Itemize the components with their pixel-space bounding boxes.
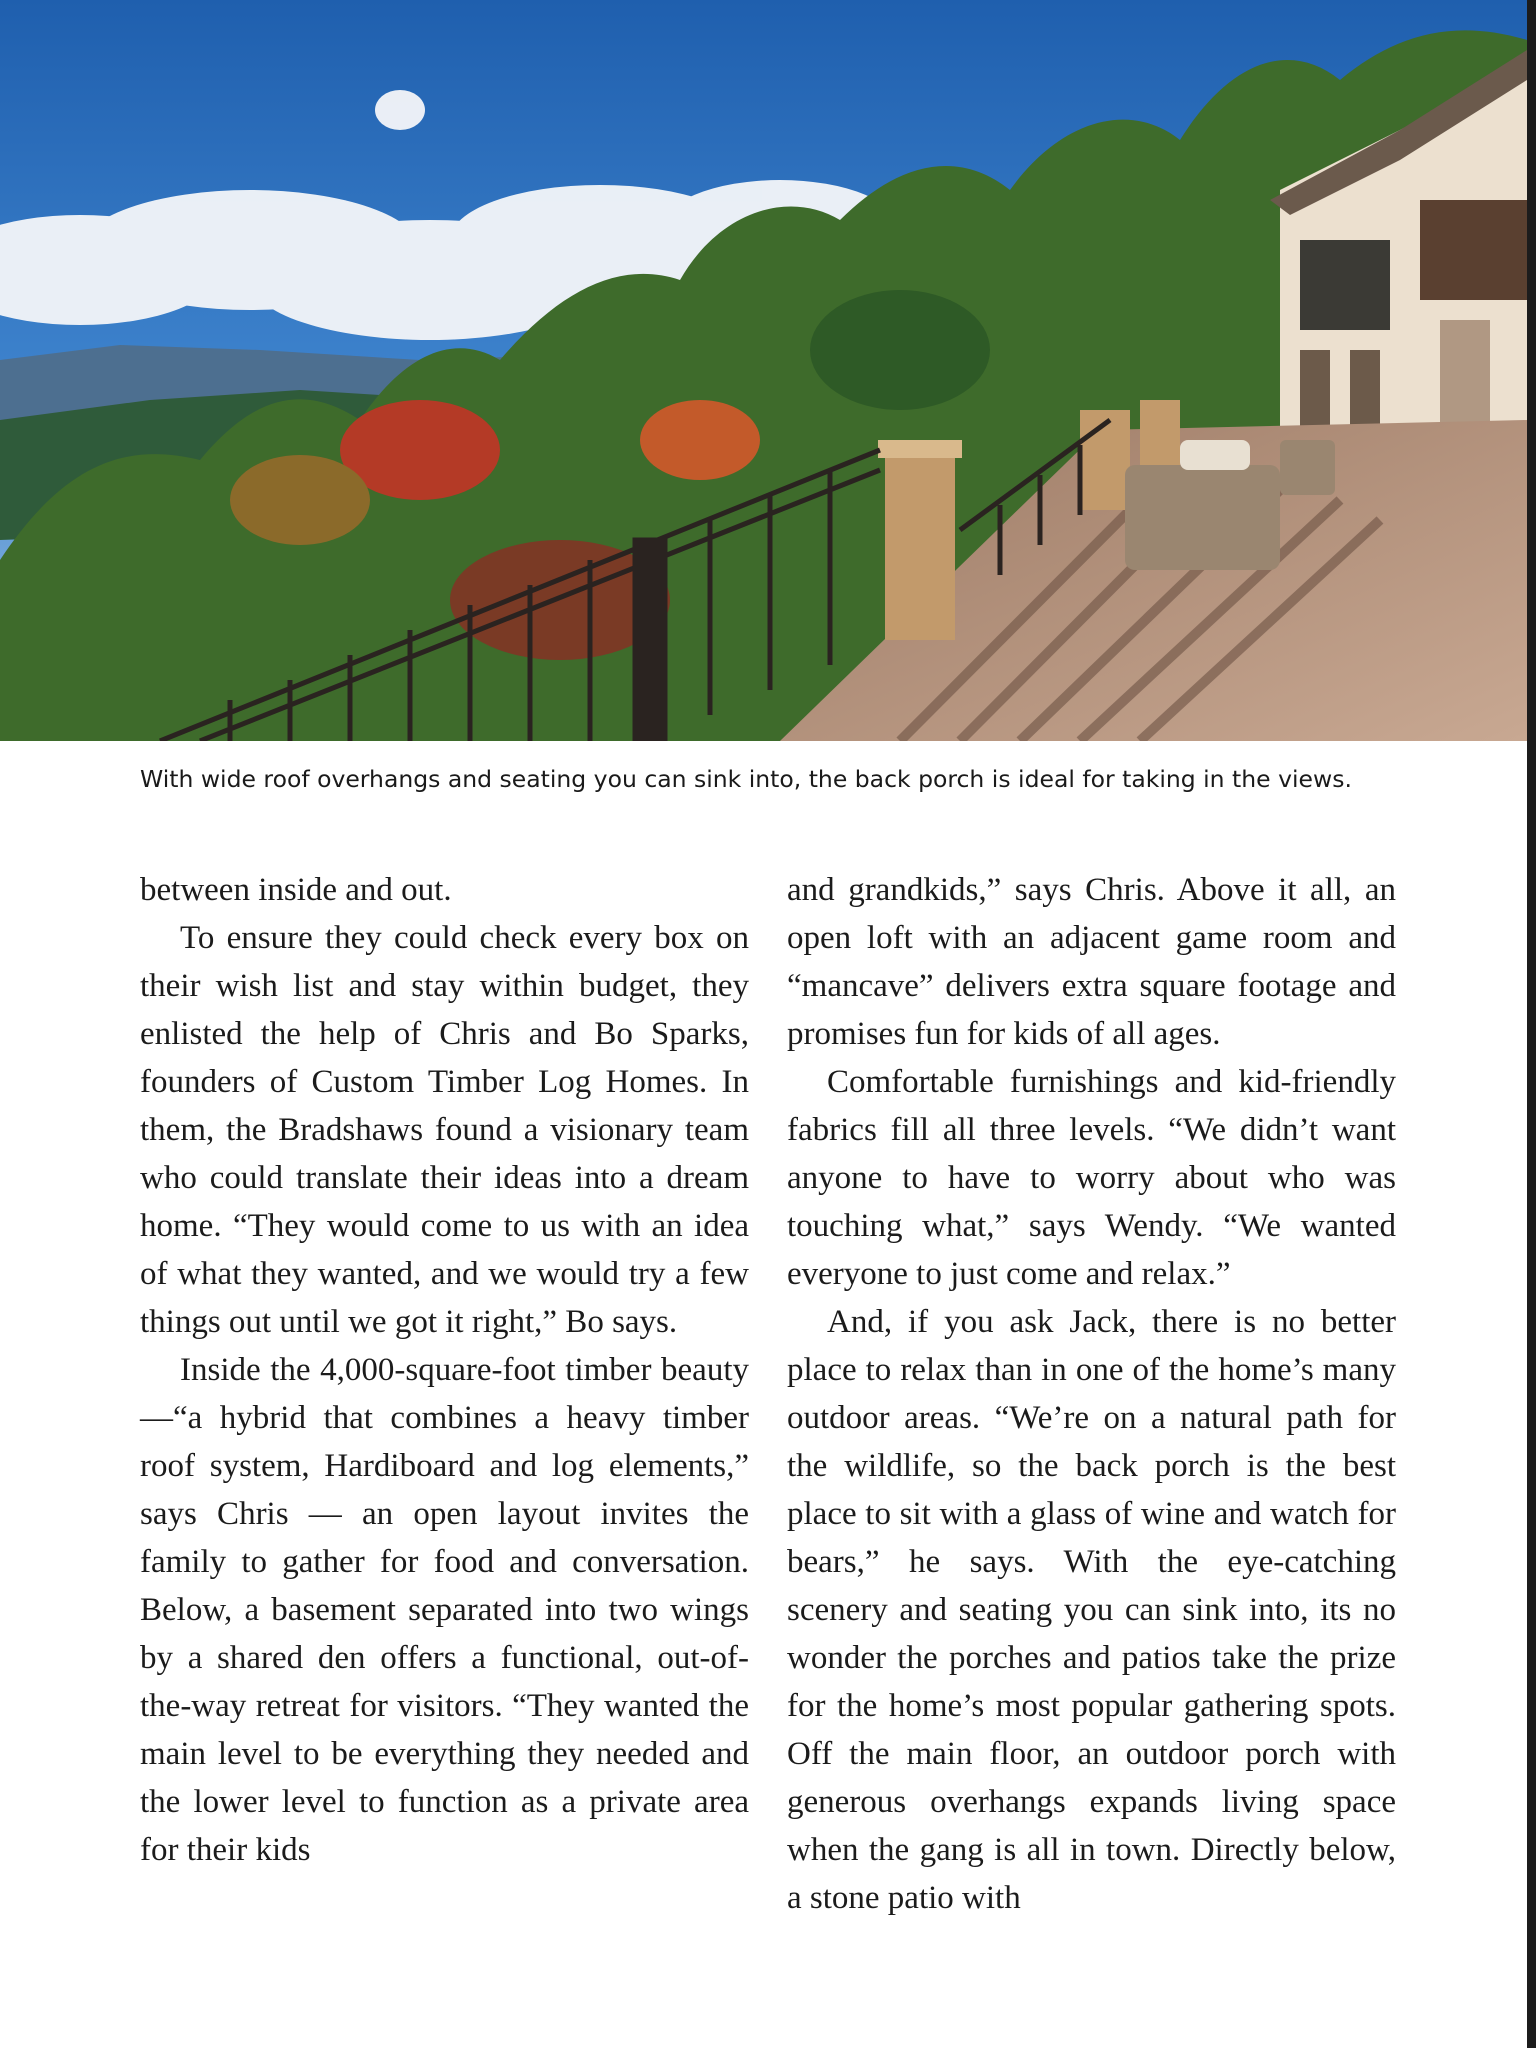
photo-caption: With wide roof overhangs and seating you can sink into, the back porch is ideal for taking in the views. [140, 765, 1352, 793]
article-paragraph: To ensure they could check every box on their wish list and stay within budget, they enlisted the help of Chris and Bo Sparks, founders of Custom Timber Log Homes. In them, the Bradshaws found a visionary team who could translate their ideas into a dream home. “They would come to us with an idea of what they wanted, and we would try a few things out until we got it right,” Bo says. [140, 920, 749, 1340]
article-paragraph: and grandkids,” says Chris. Above it all, an open loft with an adjacent game room and “mancave” delivers extra square footage and promises fun for kids of all ages. [787, 872, 1396, 1052]
article-paragraph: Inside the 4,000-square-foot timber beauty —“a hybrid that combines a heavy timber roof system, Hardiboard and log elements,” says Chris — an open layout invites the family to gather for food and conversation. Below, a basement separated into two wings by a shared den offers a functional, out-of-the-way retreat for visitors. “They wanted the main level to be everything they needed and the lower level to function as a private area for their kids [140, 1352, 749, 1868]
article-column-right [787, 866, 1396, 1926]
article-paragraph: between inside and out. [140, 872, 452, 908]
article-column-left [140, 866, 749, 1926]
porch-photo [0, 0, 1527, 741]
article-paragraph: Comfortable furnishings and kid-friendly fabrics fill all three levels. “We didn’t want anyone to have to worry about who was touching what,” says Wendy. “We wanted everyone to just come and relax.” [787, 1064, 1396, 1292]
article-body [140, 866, 1396, 1926]
page-edge-shadow [1527, 0, 1536, 2048]
porch-photo-illustration [0, 0, 1527, 741]
article-paragraph: And, if you ask Jack, there is no better place to relax than in one of the home’s many outdoor areas. “We’re on a natural path for the wildlife, so the back porch is the best place to sit with a glass of wine and watch for bears,” he says. With the eye-catching scenery and seating you can sink into, its no wonder the porches and patios take the prize for the home’s most popular gathering spots. Off the main floor, an outdoor porch with generous overhangs expands living space when the gang is all in town. Directly below, a stone patio with [787, 1304, 1396, 1916]
